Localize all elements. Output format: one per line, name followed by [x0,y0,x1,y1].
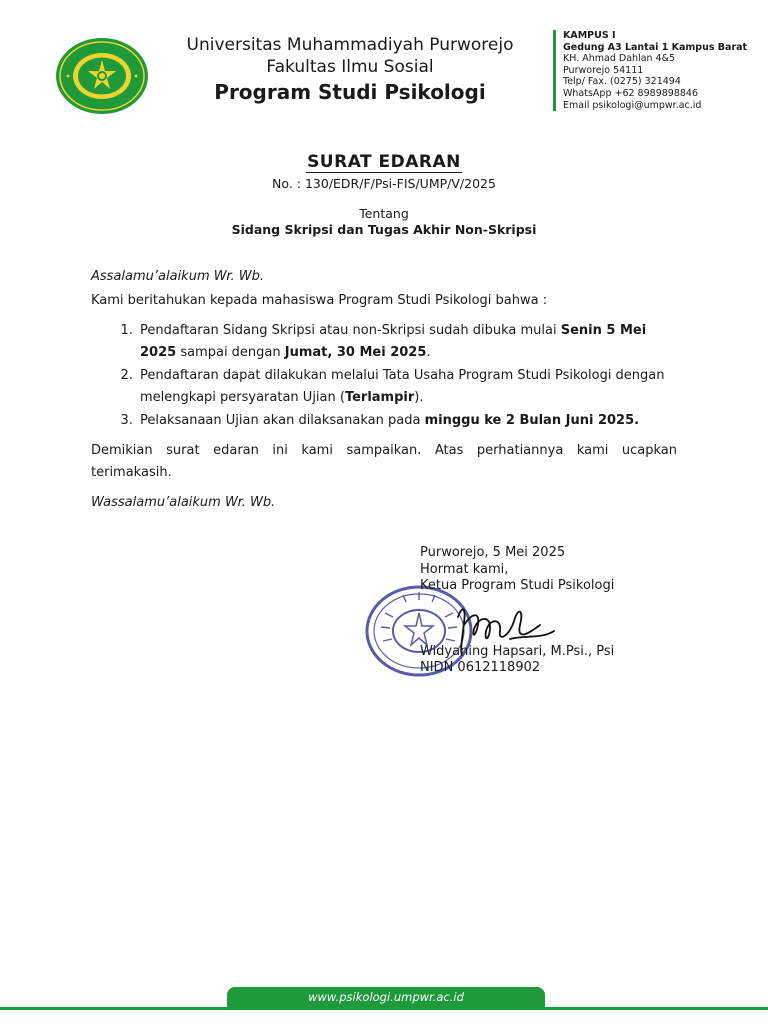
faculty-name: Fakultas Ilmu Sosial [266,57,434,77]
farewell: Wassalamu’alaikum Wr. Wb. [91,495,276,510]
campus-whatsapp: WhatsApp +62 8989898846 [563,87,698,99]
place-date: Purworejo, 5 Mei 2025 [420,545,566,560]
list-item: 3. Pelaksanaan Ujian akan dilaksanakan pada minggu ke 2 Bulan Juni 2025. [137,410,677,432]
list-item: 1. Pendaftaran Sidang Skripsi atau non-Skripsi sudah dibuka mulai Senin 5 Mei 2025 sampai dengan Jumat, 30 Mei 2025. [137,320,677,364]
intro-text: Kami beritahukan kepada mahasiswa Program Studi Psikologi bahwa : [91,293,548,308]
footer-divider [0,1007,768,1010]
university-logo [54,36,150,116]
campus-building: Gedung A3 Lantai 1 Kampus Barat [563,41,748,53]
university-name: Universitas Muhammadiyah Purworejo [186,35,514,55]
signature-block [420,545,680,677]
about-label: Tentang [359,206,409,221]
footer-website[interactable]: www.psikologi.umpwr.ac.id [227,987,545,1009]
greeting: Assalamu’alaikum Wr. Wb. [91,269,265,284]
campus-phone: Telp/ Fax. (0275) 321494 [563,76,681,88]
campus-address [553,30,763,111]
letter-number: No. : 130/EDR/F/Psi-FIS/UMP/V/2025 [272,176,496,191]
program-name: Program Studi Psikologi [214,80,486,104]
signer-name: Widyaning Hapsari, M.Psi., Psi [420,643,615,659]
campus-city: Purworejo 54111 [563,64,644,76]
campus-title: KAMPUS I [563,30,616,41]
letter-title: SURAT EDARAN [307,152,461,172]
letterhead-title [150,34,550,106]
campus-email: Email psikologi@umpwr.ac.id [563,99,702,111]
closing-text: Demikian surat edaran ini kami sampaikan. Atas perhatiannya kami ucapkan terimakasih. [91,443,677,480]
letter-subject: Sidang Skripsi dan Tugas Akhir Non-Skripsi [231,222,537,237]
signer-position: Ketua Program Studi Psikologi [420,578,615,593]
list-item: 2. Pendaftaran dapat dilakukan melalui Tata Usaha Program Studi Psikologi dengan melengkapi persyaratan Ujian (Terlampir). [137,365,677,409]
campus-street: KH. Ahmad Dahlan 4&5 [563,53,676,65]
signer-nidn: NIDN 0612118902 [420,660,541,675]
announcement-list [91,320,677,432]
regards: Hormat kami, [420,561,509,577]
letter-body [91,266,677,514]
